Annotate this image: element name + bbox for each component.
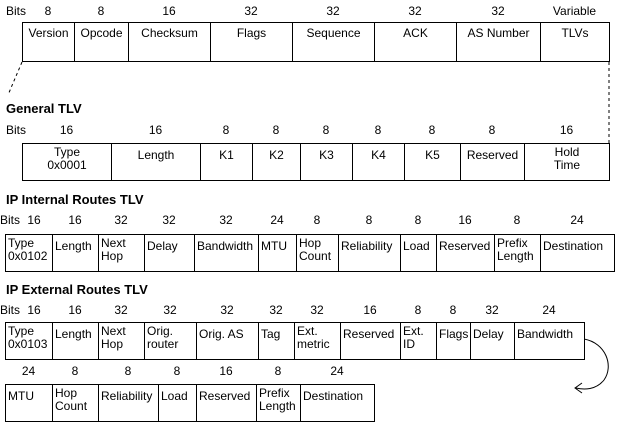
external2-field-1-line-0: Hop: [55, 386, 78, 400]
internal-field-10-line-1: Length: [497, 249, 534, 263]
internal-field-9-line-0: Reserved: [439, 239, 491, 253]
header-field-7-line-0: TLVs: [561, 26, 589, 40]
internal-field-9: [436, 234, 495, 272]
external-field-7: [340, 322, 401, 360]
internal-bits-7: 8: [365, 213, 373, 227]
general-bits-2: 8: [222, 123, 230, 137]
external2-bits-2: 8: [124, 364, 132, 378]
general-field-0-line-0: Type: [53, 145, 80, 159]
external2-field-6-line-0: Destination: [303, 389, 364, 403]
general-field-6: [404, 143, 461, 181]
general-field-0-line-1: 0x0001: [47, 158, 87, 172]
external2-bits-3: 8: [173, 364, 181, 378]
general-field-3: [252, 143, 301, 181]
external-bits-3: 32: [163, 303, 177, 317]
external-bits-2: 32: [114, 303, 128, 317]
internal-bits-2: 32: [114, 213, 128, 227]
external2-field-4-line-0: Reserved: [199, 389, 251, 403]
external-field-3: [144, 322, 197, 360]
internal-field-6-line-1: Count: [299, 249, 332, 263]
general-field-6-line-0: K5: [425, 148, 440, 162]
external2-field-5: [256, 384, 301, 422]
internal-field-0-line-1: 0x0102: [8, 249, 48, 263]
external-bits-4: 32: [220, 303, 234, 317]
external2-field-2-line-0: Reliability: [101, 389, 153, 403]
external2-field-5-line-1: Length: [259, 399, 296, 413]
external2-field-5-line-0: Prefix: [259, 386, 290, 400]
general-bits-6: 8: [428, 123, 436, 137]
external-bits-10: 32: [485, 303, 499, 317]
external-field-3-line-0: Orig.: [147, 324, 174, 338]
external-bits-0: 16: [27, 303, 41, 317]
header-field-0: [22, 22, 75, 62]
header-bits-5: 32: [408, 4, 422, 18]
internal-field-11-line-0: Destination: [543, 239, 604, 253]
header-field-6: [456, 22, 541, 62]
external-field-5-line-0: Tag: [261, 327, 281, 341]
general-bits-label: Bits: [6, 123, 27, 137]
external2-field-4: [196, 384, 257, 422]
header-field-7: [540, 22, 610, 62]
general-bits-4: 8: [322, 123, 330, 137]
external2-bits-0: 24: [21, 364, 36, 378]
internal-field-2: [98, 234, 145, 272]
header-bits-6: 32: [491, 4, 505, 18]
external2-field-3: [158, 384, 197, 422]
external-field-1: [52, 322, 99, 360]
internal-bits-8: 8: [414, 213, 422, 227]
internal-field-11: [540, 234, 615, 272]
header-field-1-line-0: Opcode: [80, 26, 123, 40]
general-field-2-line-0: K1: [219, 148, 234, 162]
external-field-8-line-1: ID: [403, 337, 415, 351]
internal-bits-5: 24: [270, 213, 284, 227]
external-bits-label: Bits: [0, 303, 21, 317]
external-field-6-line-1: metric: [297, 337, 330, 351]
header-bits-7: Variable: [552, 4, 597, 18]
general-field-8-line-1: Time: [553, 158, 581, 172]
general-field-7: [460, 143, 525, 181]
external-bits-11: 24: [542, 303, 556, 317]
external-bits-8: 8: [414, 303, 422, 317]
internal-field-5: [258, 234, 297, 272]
internal-bits-label: Bits: [0, 213, 21, 227]
internal-bits-1: 16: [68, 213, 82, 227]
header-field-4-line-0: Sequence: [306, 26, 361, 40]
external2-bits-5: 8: [274, 364, 282, 378]
internal-field-6-line-0: Hop: [299, 236, 322, 250]
external-field-5: [258, 322, 295, 360]
external-field-2-line-1: Hop: [101, 337, 124, 351]
internal-field-0-line-0: Type: [8, 236, 35, 250]
external-field-4: [196, 322, 259, 360]
internal-title: IP Internal Routes TLV: [6, 192, 144, 207]
internal-bits-4: 32: [219, 213, 233, 227]
header-bits-2: 16: [162, 4, 176, 18]
external-field-0-line-0: Type: [8, 324, 35, 338]
external-field-1-line-0: Length: [55, 327, 92, 341]
general-field-5-line-0: K4: [371, 148, 386, 162]
general-field-8-line-0: Hold: [554, 145, 580, 159]
header-field-6-line-0: AS Number: [467, 26, 530, 40]
header-field-3: [210, 22, 293, 62]
internal-field-4-line-0: Bandwidth: [197, 239, 254, 253]
external-field-10: [470, 322, 515, 360]
header-field-5-line-0: ACK: [403, 26, 428, 40]
internal-field-2-line-1: Hop: [101, 249, 124, 263]
header-bits-0: 8: [44, 4, 52, 18]
external-field-2-line-0: Next: [101, 324, 126, 338]
external2-field-6: [300, 384, 375, 422]
external-field-9-line-0: Flags: [439, 327, 469, 341]
external2-bits-4: 16: [219, 364, 233, 378]
external-bits-7: 16: [363, 303, 377, 317]
general-field-5: [352, 143, 405, 181]
external-field-6: [294, 322, 341, 360]
internal-field-6: [296, 234, 339, 272]
external-bits-1: 16: [68, 303, 82, 317]
tlv-expand-dashed-left: [8, 62, 22, 95]
internal-field-10: [494, 234, 541, 272]
external-title: IP External Routes TLV: [6, 282, 148, 297]
general-bits-3: 8: [272, 123, 280, 137]
external-field-7-line-0: Reserved: [343, 327, 395, 341]
internal-field-8: [400, 234, 437, 272]
internal-bits-9: 16: [458, 213, 472, 227]
general-bits-8: 16: [559, 123, 574, 137]
header-bits-4: 32: [326, 4, 340, 18]
external-bits-5: 32: [269, 303, 283, 317]
internal-bits-3: 32: [162, 213, 176, 227]
external-field-11-line-0: Bandwidth: [517, 327, 574, 341]
external-field-4-line-0: Orig. AS: [199, 327, 244, 341]
internal-bits-10: 8: [513, 213, 521, 227]
general-title: General TLV: [6, 101, 82, 116]
general-bits-1: 16: [148, 123, 163, 137]
header-field-2: [128, 22, 211, 62]
header-field-5: [374, 22, 457, 62]
external-field-3-line-1: router: [147, 337, 179, 351]
general-field-4-line-0: K3: [319, 148, 334, 162]
internal-bits-0: 16: [27, 213, 41, 227]
internal-field-8-line-0: Load: [403, 239, 430, 253]
external-field-8: [400, 322, 437, 360]
general-field-8: [524, 143, 610, 181]
header-bits-3: 32: [244, 4, 258, 18]
internal-bits-6: 8: [313, 213, 321, 227]
external-field-0: [5, 322, 53, 360]
internal-field-4: [194, 234, 259, 272]
internal-field-5-line-0: MTU: [261, 239, 287, 253]
external-field-10-line-0: Delay: [473, 327, 504, 341]
header-field-0-line-0: Version: [28, 26, 69, 40]
general-field-1-line-0: Length: [137, 148, 175, 162]
header-bits-1: 8: [97, 4, 105, 18]
general-bits-5: 8: [374, 123, 382, 137]
general-field-7-line-0: Reserved: [466, 148, 519, 162]
external2-field-1: [52, 384, 99, 422]
external2-field-1-line-1: Count: [55, 399, 88, 413]
header-field-4: [292, 22, 375, 62]
internal-field-3-line-0: Delay: [147, 239, 178, 253]
general-field-0: [22, 143, 112, 181]
external-bits-9: 8: [449, 303, 457, 317]
external-field-6-line-0: Ext.: [297, 324, 318, 338]
header-field-2-line-0: Checksum: [141, 26, 198, 40]
general-bits-7: 8: [488, 123, 496, 137]
internal-field-7-line-0: Reliability: [341, 239, 393, 253]
external-field-2: [98, 322, 145, 360]
general-field-1: [111, 143, 201, 181]
external2-field-2: [98, 384, 159, 422]
general-field-2: [200, 143, 253, 181]
external-bits-6: 32: [310, 303, 324, 317]
external2-bits-6: 24: [330, 364, 344, 378]
internal-field-0: [5, 234, 53, 272]
external2-bits-1: 8: [71, 364, 79, 378]
internal-field-1-line-0: Length: [55, 239, 92, 253]
internal-field-10-line-0: Prefix: [497, 236, 528, 250]
external2-field-3-line-0: Load: [161, 389, 188, 403]
internal-bits-11: 24: [570, 213, 584, 227]
external-field-8-line-0: Ext.: [403, 324, 424, 338]
external-field-9: [436, 322, 471, 360]
general-field-3-line-0: K2: [269, 148, 284, 162]
internal-field-2-line-0: Next: [101, 236, 126, 250]
header-field-3-line-0: Flags: [236, 26, 267, 40]
general-field-4: [300, 143, 353, 181]
internal-field-1: [52, 234, 99, 272]
header-field-1: [74, 22, 129, 62]
general-bits-0: 16: [59, 123, 74, 137]
internal-field-3: [144, 234, 195, 272]
header-bits-label: Bits: [6, 4, 27, 18]
external-field-11: [514, 322, 585, 360]
external2-field-0: [5, 384, 53, 422]
internal-field-7: [338, 234, 401, 272]
external2-field-0-line-0: MTU: [8, 389, 34, 403]
external-field-0-line-1: 0x0103: [8, 337, 48, 351]
